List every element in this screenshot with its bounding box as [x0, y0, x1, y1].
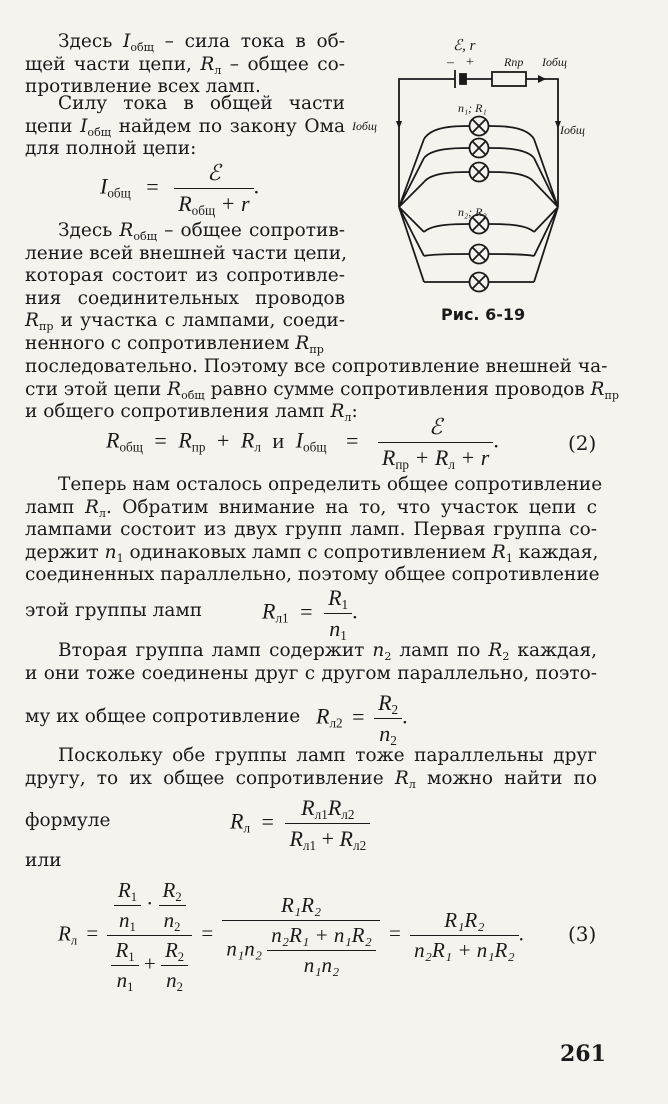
- fraction: $\frac{\text{ℰ}}{R_{пр} + R_л + r}$: [378, 414, 493, 471]
- paragraph-2: [25, 93, 345, 161]
- paragraph-4-tail: [25, 600, 202, 623]
- formula-rl: $R_л$ = $\frac{R_{л1}R_{л2}}{R_{л1} + R_{л2}}$: [230, 795, 370, 852]
- text-line: для полной цепи:: [25, 138, 197, 160]
- group1-label: n₁; R₁: [458, 101, 487, 115]
- paragraph-4: [25, 474, 603, 587]
- text-line: лампами состоит из двух групп ламп. Первая группа со-: [25, 519, 597, 541]
- emf-label: ℰ, r: [453, 38, 476, 54]
- lamp-icon: [470, 273, 489, 292]
- paragraph-3: [25, 220, 345, 356]
- paragraph-5: [25, 640, 597, 685]
- lamp-icon: [470, 245, 489, 264]
- paragraph-1: [25, 31, 345, 99]
- fraction: $\frac{R_2}{n_2}$: [374, 690, 402, 747]
- paragraph-6-tail: [25, 810, 110, 833]
- text-line: формуле: [25, 810, 111, 831]
- text-line: Здесь $I_{общ}$ – сила тока в об-: [58, 31, 345, 54]
- text-line: ния соединительных проводов: [25, 287, 345, 309]
- paragraph-7: [25, 850, 61, 873]
- formula-rl2: $R_{л2}$ = $\frac{R_2}{n_2}$ .: [316, 690, 408, 748]
- lamp-icon: [470, 117, 489, 136]
- text-line: ненного с сопротивлением $R_{пр}$: [25, 332, 324, 356]
- fraction: $\frac{R_1}{n_1}$: [324, 585, 352, 642]
- text-line: Вторая группа ламп содержит $n_2$ ламп по $R_2$ каждая,: [58, 640, 597, 663]
- paragraph-5-tail: [25, 706, 300, 729]
- formula-current: $I_{общ}$ = $\frac{\text{ℰ}}{R_{общ} + r}$ .: [100, 160, 260, 218]
- figure-caption: Рис. 6-19: [441, 305, 526, 324]
- fraction: $\frac{\text{ℰ}}{R_{общ} + r}$: [174, 160, 253, 217]
- text-line: и они тоже соединены друг с другом параллельно, поэто-: [25, 662, 597, 684]
- text-line: держит $n_1$ одинаковых ламп с сопротивлением $R_1$ каждая,: [25, 541, 599, 565]
- text-line: противление всех ламп.: [25, 76, 261, 98]
- fraction: $\frac{\text{R₁R₂}}{\text{n₂R₁ + n₁R₂}}$: [410, 908, 519, 963]
- page-number: 261: [560, 1041, 606, 1067]
- text-line: Здесь $R_{общ}$ – общее сопротив-: [58, 220, 345, 243]
- lamp-icon: [470, 163, 489, 182]
- text-line: соединенных параллельно, поэтому общее сопротивление: [25, 564, 600, 586]
- text-line: Теперь нам осталось определить общее сопротивление: [58, 474, 603, 495]
- formula-rl1: $R_{л1}$ = $\frac{R_1}{n_1}$ .: [262, 585, 358, 643]
- iright-label: Iобщ: [560, 123, 585, 137]
- compound-fraction: R₁R₂ n₁n₂ $\frac{\text{n₂R₁ + n₁R₂}}{\text{n₁n₂}}$: [222, 893, 379, 978]
- text-line: последовательно. Поэтому все сопротивление внешней ча-: [25, 356, 608, 377]
- text-line: или: [25, 850, 62, 871]
- text-line: щей части цепи, $R_л$ – общее со-: [25, 53, 345, 77]
- group2-label: n₂; R₂: [458, 205, 487, 219]
- lamps: [470, 117, 489, 292]
- ileft-label: Iобщ: [352, 119, 377, 133]
- text-line: сти этой цепи $R_{общ}$ равно сумме сопротивления проводов $R_{пр}$: [25, 378, 619, 402]
- text-line: ламп $R_л$. Обратим внимание на то, что участок цепи с: [25, 496, 597, 520]
- text-line: и общего сопротивления ламп $R_л$:: [25, 401, 358, 425]
- formula-2: $R_{общ} = R_{пр} + R_л$ и $I_{общ}$ = $\frac{\text{ℰ}}{R_{пр} + R_л + r}$ .: [106, 414, 499, 472]
- paragraph-6: [25, 745, 597, 790]
- battery-plus-label: +: [466, 55, 474, 70]
- text-line: которая состоит из сопротивле-: [25, 265, 345, 287]
- equation-number-3: (3): [568, 922, 597, 946]
- formula-3: $R_л$ = $\frac{R_1}{n_1}$ · $\frac{R_2}{n_2}$ $\frac{R_1}{n_1}$ + $\frac{R_2}{n_2}$ = R₁R₂ n₁n₂ $\frac{\text{n₂R₁ + n₁R₂}}{\text{n₁n₂}}$ = $\frac{\text{R₁R₂}}{\text{n₂R₁ + n₁R₂}}$ .: [58, 878, 524, 994]
- equation-number-2: (2): [568, 431, 597, 455]
- text-line: $R_{пр}$ и участка с лампами, соеди-: [25, 310, 345, 334]
- lamp-icon: [470, 139, 489, 158]
- text-line: му их общее сопротивление: [25, 706, 301, 727]
- text-line: этой группы ламп: [25, 600, 203, 621]
- rpr-label: Rпр: [504, 55, 524, 69]
- resistor-rpr: [492, 72, 526, 86]
- battery-minus-label: –: [447, 55, 454, 70]
- text-line: Поскольку обе группы ламп тоже параллельны друг: [58, 745, 597, 766]
- text-line: другу, то их общее сопротивление $R_л$ можно найти по: [25, 767, 597, 791]
- compound-fraction: $\frac{R_1}{n_1}$ · $\frac{R_2}{n_2}$ $\frac{R_1}{n_1}$ + $\frac{R_2}{n_2}$: [107, 878, 192, 993]
- itop-label: Iобщ: [542, 55, 567, 69]
- arrow-left-icon: [396, 121, 402, 129]
- battery-short-plate: [460, 74, 466, 84]
- circuit-diagram: [352, 34, 592, 304]
- arrow-top-icon: [538, 75, 546, 83]
- text-line: ление всей внешней части цепи,: [25, 242, 347, 264]
- text-line: Силу тока в общей части: [58, 93, 345, 114]
- text-line: цепи $I_{общ}$ найдем по закону Ома: [25, 115, 345, 139]
- fraction: $\frac{R_{л1}R_{л2}}{R_{л1} + R_{л2}}$: [285, 795, 370, 852]
